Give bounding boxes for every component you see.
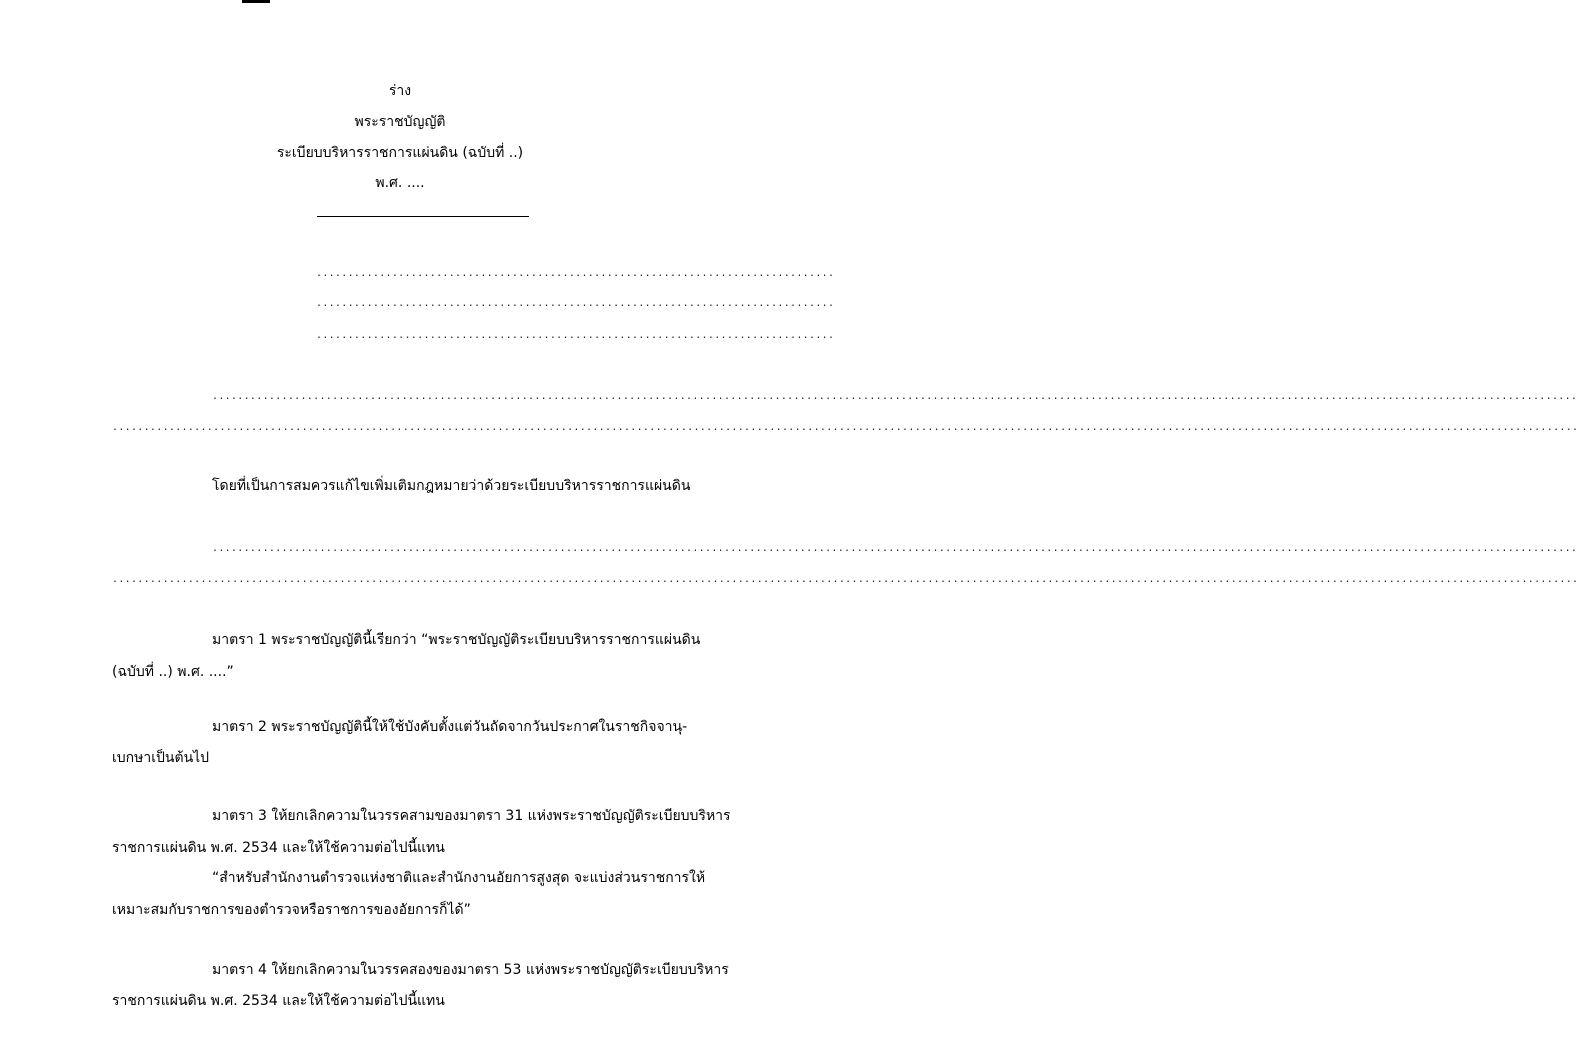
section-3-line-2: ราชการแผ่นดิน พ.ศ. 2534 และให้ใช้ความต่อไปนี้แทน — [112, 840, 445, 856]
section-2-line-2: เบกษาเป็นต้นไป — [112, 750, 210, 766]
dotted-line: .................................................................................. — [316, 298, 835, 309]
section-3-quote-line-1: “สำหรับสำนักงานตำรวจแห่งชาติและสำนักงานอัยการสูงสุด จะแบ่งส่วนราชการให้ — [212, 870, 706, 886]
dotted-line: ........................................................................................................................................................................................................................ — [212, 543, 1578, 554]
section-3-quote-line-2: เหมาะสมกับราชการของตำรวจหรือราชการของอัยการก็ได้” — [112, 902, 471, 918]
section-3-line-1: มาตรา 3 ให้ยกเลิกความในวรรคสามของมาตรา 31 แห่งพระราชบัญญัติระเบียบบริหาร — [212, 808, 731, 824]
section-2-line-1: มาตรา 2 พระราชบัญญัตินี้ให้ใช้บังคับตั้งแต่วันถัดจากวันประกาศในราชกิจจานุ- — [212, 719, 688, 735]
title-divider — [317, 216, 529, 217]
dotted-line: .................................................................................. — [316, 330, 835, 341]
dotted-line: ........................................................................................................................................................................................................................ — [212, 391, 1578, 402]
act-type: พระราชบัญญัติ — [354, 114, 446, 130]
section-1-line-1: มาตรา 1 พระราชบัญญัตินี้เรียกว่า “พระราชบัญญัติระเบียบบริหารราชการแผ่นดิน — [212, 632, 701, 648]
draft-label: ร่าง — [388, 83, 412, 99]
act-name: ระเบียบบริหารราชการแผ่นดิน (ฉบับที่ ..) — [276, 145, 524, 161]
preamble-text: โดยที่เป็นการสมควรแก้ไขเพิ่มเติมกฎหมายว่าด้วยระเบียบบริหารราชการแผ่นดิน — [212, 478, 691, 494]
section-1-line-2: (ฉบับที่ ..) พ.ศ. ....” — [112, 664, 234, 680]
dotted-line: .................................................................................. — [316, 268, 835, 279]
dotted-line: ........................................................................................................................................................................................................................................ — [112, 422, 1578, 433]
section-4-line-1: มาตรา 4 ให้ยกเลิกความในวรรคสองของมาตรา 53 แห่งพระราชบัญญัติระเบียบบริหาร — [212, 962, 729, 978]
scan-mark — [242, 0, 270, 3]
dotted-line: ........................................................................................................................................................................................................................................ — [112, 574, 1578, 585]
section-4-line-2: ราชการแผ่นดิน พ.ศ. 2534 และให้ใช้ความต่อไปนี้แทน — [112, 993, 445, 1009]
act-year: พ.ศ. .... — [375, 175, 425, 191]
